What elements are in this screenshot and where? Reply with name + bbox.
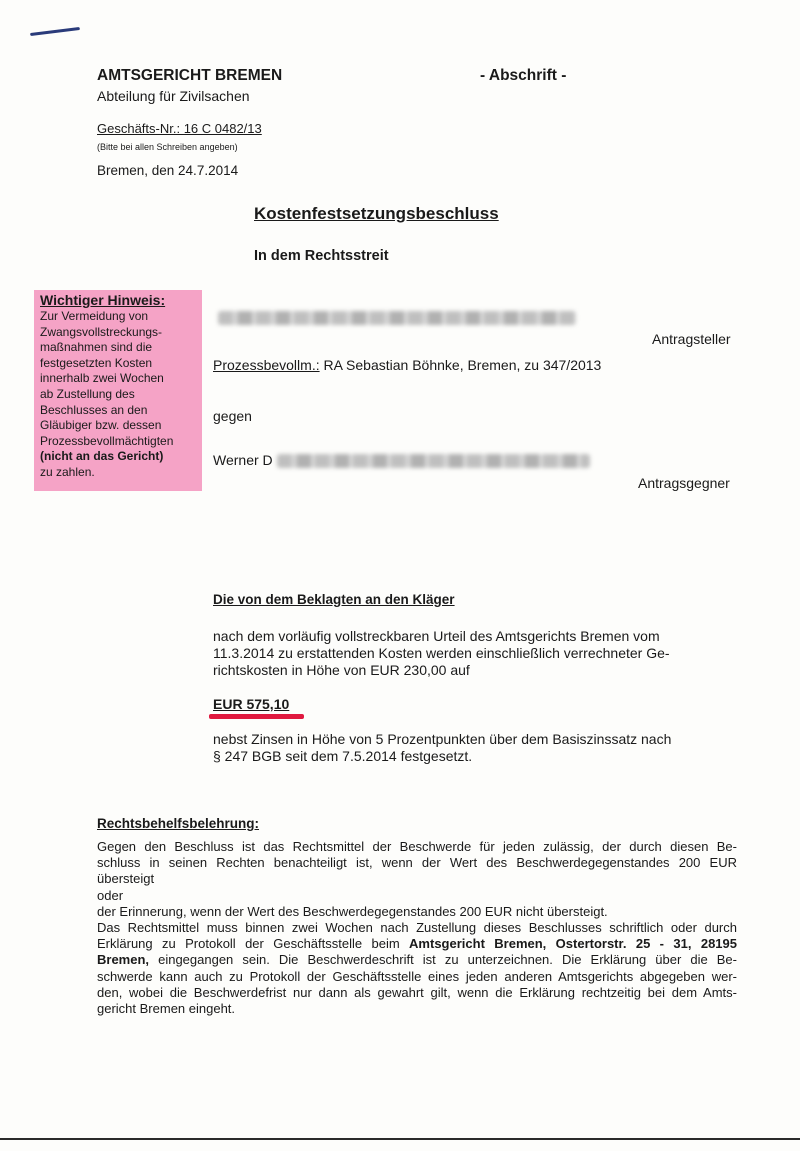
court-address-city: Bremen, [97, 952, 150, 968]
document-subtitle: In dem Rechtsstreit [254, 248, 389, 264]
notice-line: Gläubiger bzw. dessen [40, 418, 162, 433]
legal-line: gericht Bremen eingeht. [97, 1001, 236, 1017]
applicant-role: Antragsteller [652, 331, 731, 347]
counsel-value: RA Sebastian Böhnke, Bremen, zu 347/2013 [319, 357, 602, 373]
page-bottom-rule [0, 1138, 800, 1140]
notice-line: innerhalb zwei Wochen [40, 371, 164, 386]
legal-remedy-heading: Rechtsbehelfsbelehrung: [97, 816, 260, 831]
court-name: AMTSGERICHT BREMEN [97, 67, 283, 84]
versus-label: gegen [213, 408, 252, 424]
court-department: Abteilung für Zivilsachen [97, 88, 250, 104]
notice-line: Zwangsvollstreckungs- [40, 324, 163, 339]
interest-text-line: nebst Zinsen in Höhe von 5 Prozentpunkten über dem Basiszinssatz nach [213, 731, 672, 747]
legal-line: übersteigt [97, 871, 155, 887]
decision-text-line: nach dem vorläufig vollstreckbaren Urteil des Amtsgerichts Bremen vom [213, 628, 660, 644]
redacted-respondent-name [277, 454, 590, 468]
legal-line: schluss in seinen Rechten benachteiligt ist, wenn der Wert des Beschwerdegegenstandes 200 EUR [97, 855, 737, 871]
respondent-name-prefix: Werner D [213, 452, 273, 468]
fixed-amount: EUR 575,10 [213, 696, 290, 712]
legal-remedy-text [97, 839, 737, 1017]
notice-title-colon: : [160, 292, 166, 308]
redacted-applicant-name [218, 311, 576, 325]
case-number: Geschäfts-Nr.: 16 C 0482/13 [97, 121, 262, 136]
important-notice-box [34, 290, 202, 491]
legal-line: den, wobei die Beschwerdefrist nur dann als gewahrt gilt, wenn die Erklärung rechtzeitig bei dem Amts- [97, 984, 737, 1000]
decision-text-line: 11.3.2014 zu erstattenden Kosten werden einschließlich verrechneter Ge- [213, 645, 670, 661]
court-address: Amtsgericht Bremen, Ostertorstr. 25 - 31, 28195 [409, 936, 737, 952]
decision-text [213, 628, 670, 679]
legal-line: Gegen den Beschluss ist das Rechtsmittel der Beschwerde für jeden zulässig, der durch diesen Be- [97, 839, 737, 854]
notice-title-text: Wichtiger Hinweis [40, 292, 161, 308]
notice-line: Zur Vermeidung von [40, 309, 149, 323]
notice-line: zu zahlen. [40, 464, 95, 479]
respondent-role: Antragsgegner [638, 475, 730, 491]
legal-line [97, 936, 737, 952]
case-number-hint: (Bitte bei allen Schreiben angeben) [97, 142, 238, 152]
notice-title [40, 292, 202, 309]
notice-line: Prozessbevollmächtigten [40, 433, 174, 448]
legal-line: der Erinnerung, wenn der Wert des Beschwerdegegenstandes 200 EUR nicht übersteigt. [97, 903, 608, 919]
amount-highlight-mark [209, 714, 304, 719]
counsel-line [213, 357, 601, 373]
legal-line: oder [97, 887, 124, 903]
place-date: Bremen, den 24.7.2014 [97, 163, 239, 178]
counsel-label: Prozessbevollm.: [213, 357, 320, 373]
legal-line [97, 952, 737, 968]
legal-line-part: Erklärung zu Protokoll der Geschäftsstelle beim [97, 936, 410, 952]
legal-line-part: eingegangen sein. Die Beschwerdeschrift ist zu unterzeichnen. Die Erklärung über die Be- [149, 952, 737, 968]
interest-text [213, 731, 671, 765]
decision-text-line: richtskosten in Höhe von EUR 230,00 auf [213, 662, 470, 678]
notice-line: festgesetzten Kosten [40, 355, 153, 370]
interest-text-line: § 247 BGB seit dem 7.5.2014 festgesetzt. [213, 748, 473, 764]
notice-line: Beschlusses an den [40, 402, 148, 417]
pen-mark [30, 27, 80, 36]
copy-mark: - Abschrift - [480, 67, 567, 84]
notice-line: maßnahmen sind die [40, 340, 153, 355]
notice-line: (nicht an das Gericht) [40, 449, 164, 464]
notice-line: ab Zustellung des [40, 386, 135, 401]
decision-heading: Die von dem Beklagten an den Kläger [213, 592, 455, 607]
document-title: Kostenfestsetzungsbeschluss [254, 204, 499, 223]
legal-line: schwerde kann auch zu Protokoll der Geschäftsstelle eines jeden anderen Amtsgerichts abgegeben wer- [97, 968, 737, 984]
legal-line: Das Rechtsmittel muss binnen zwei Wochen nach Zustellung dieses Beschlusses schriftlich oder durch [97, 920, 737, 936]
